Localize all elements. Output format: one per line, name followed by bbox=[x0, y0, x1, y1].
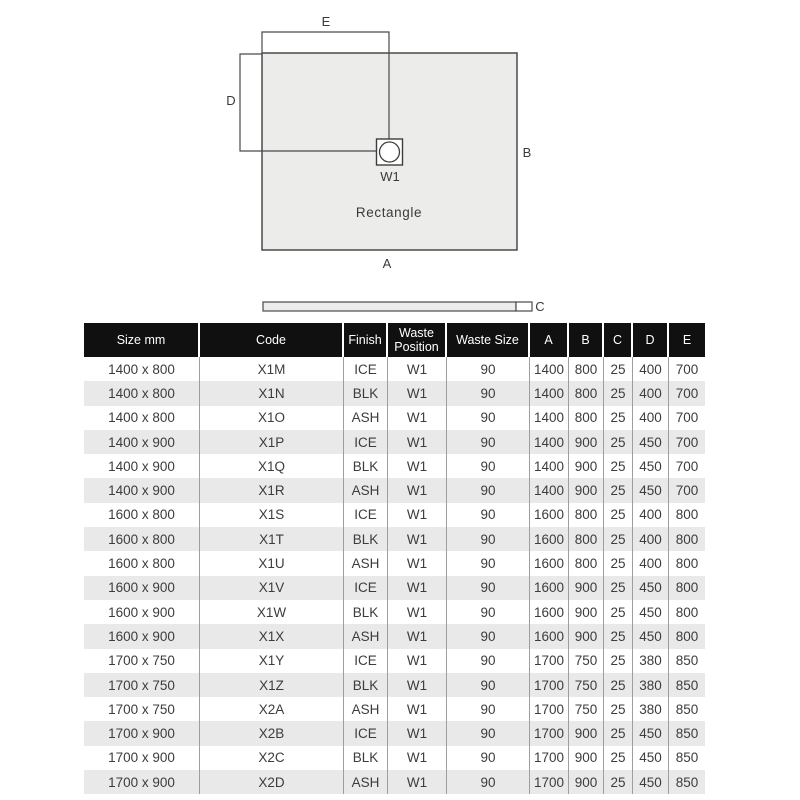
table-cell: 90 bbox=[447, 430, 530, 454]
table-cell: 1700 x 900 bbox=[84, 746, 200, 770]
table-cell: 900 bbox=[569, 454, 604, 478]
table-cell: W1 bbox=[388, 697, 447, 721]
table-cell: 400 bbox=[633, 381, 669, 405]
table-cell: 1600 x 900 bbox=[84, 576, 200, 600]
table-cell: 380 bbox=[633, 673, 669, 697]
table-cell: W1 bbox=[388, 673, 447, 697]
table-cell: 25 bbox=[604, 673, 633, 697]
table-cell: BLK bbox=[344, 454, 388, 478]
column-header: Finish bbox=[344, 323, 388, 357]
table-cell: X1W bbox=[200, 600, 344, 624]
dim-b-label: B bbox=[522, 145, 532, 160]
table-cell: W1 bbox=[388, 551, 447, 575]
table-cell: 900 bbox=[569, 600, 604, 624]
table-cell: 25 bbox=[604, 624, 633, 648]
table-cell: X2C bbox=[200, 746, 344, 770]
table-cell: 400 bbox=[633, 527, 669, 551]
table-cell: 1400 bbox=[530, 357, 569, 381]
table-cell: 90 bbox=[447, 673, 530, 697]
table-cell: 450 bbox=[633, 478, 669, 502]
table-row bbox=[84, 357, 705, 381]
table-cell: 90 bbox=[447, 454, 530, 478]
table-cell: 750 bbox=[569, 697, 604, 721]
table-cell: 1400 bbox=[530, 478, 569, 502]
table-row bbox=[84, 770, 705, 794]
table-cell: 90 bbox=[447, 746, 530, 770]
table-cell: 1600 x 900 bbox=[84, 600, 200, 624]
table-cell: 25 bbox=[604, 454, 633, 478]
table-cell: 800 bbox=[675, 556, 699, 572]
column-header: Waste Size bbox=[447, 323, 530, 357]
table-row bbox=[84, 503, 705, 527]
column-header: B bbox=[569, 323, 604, 357]
table-cell: 450 bbox=[633, 430, 669, 454]
table-cell: 90 bbox=[447, 600, 530, 624]
table-cell: 90 bbox=[447, 381, 530, 405]
table-cell: 1700 bbox=[530, 697, 569, 721]
table-row bbox=[84, 649, 705, 673]
tray-side-profile-cap bbox=[516, 302, 532, 311]
tray-side-profile bbox=[263, 302, 516, 311]
table-cell: 25 bbox=[604, 430, 633, 454]
table-cell: 800 bbox=[675, 531, 699, 547]
table-cell: 1400 x 900 bbox=[84, 430, 200, 454]
table-cell: 90 bbox=[447, 770, 530, 794]
table-cell: 800 bbox=[569, 503, 604, 527]
table-row bbox=[84, 697, 705, 721]
table-cell: 1700 x 750 bbox=[84, 673, 200, 697]
table-cell: 25 bbox=[604, 381, 633, 405]
table-cell: BLK bbox=[344, 381, 388, 405]
table-body bbox=[84, 357, 705, 794]
table-cell: 380 bbox=[633, 697, 669, 721]
table-cell: 1400 bbox=[530, 454, 569, 478]
column-header: E bbox=[669, 323, 705, 357]
table-cell: 900 bbox=[569, 478, 604, 502]
table-cell: 1400 bbox=[530, 430, 569, 454]
table-cell: 25 bbox=[604, 527, 633, 551]
table-cell: X1N bbox=[200, 381, 344, 405]
table-row bbox=[84, 721, 705, 745]
table-cell: 1400 x 900 bbox=[84, 454, 200, 478]
table-row bbox=[84, 478, 705, 502]
table-cell: 450 bbox=[633, 576, 669, 600]
table-cell: X1V bbox=[200, 576, 344, 600]
table-cell: ASH bbox=[344, 624, 388, 648]
table-cell: 900 bbox=[569, 770, 604, 794]
table-cell: 450 bbox=[633, 770, 669, 794]
table-cell: 1700 bbox=[530, 673, 569, 697]
table-cell: 1700 x 750 bbox=[84, 697, 200, 721]
table-cell: 25 bbox=[604, 576, 633, 600]
table-row bbox=[84, 381, 705, 405]
table-cell: 1600 bbox=[530, 551, 569, 575]
table-cell: X1Q bbox=[200, 454, 344, 478]
table-cell: 400 bbox=[633, 503, 669, 527]
table-cell: 90 bbox=[447, 503, 530, 527]
column-header: Code bbox=[200, 323, 344, 357]
table-cell: 1700 bbox=[530, 649, 569, 673]
table-cell: 25 bbox=[604, 600, 633, 624]
waste-position-label: W1 bbox=[380, 169, 400, 184]
table-cell: 1400 x 900 bbox=[84, 478, 200, 502]
table-cell: W1 bbox=[388, 746, 447, 770]
table-cell: 1600 bbox=[530, 503, 569, 527]
table-cell: 1600 bbox=[530, 600, 569, 624]
table-cell: BLK bbox=[344, 527, 388, 551]
table-cell: X1T bbox=[200, 527, 344, 551]
table-cell: 1600 x 800 bbox=[84, 503, 200, 527]
table-cell: BLK bbox=[344, 673, 388, 697]
table-cell: 800 bbox=[675, 628, 699, 644]
table-cell: X1P bbox=[200, 430, 344, 454]
table-cell: BLK bbox=[344, 746, 388, 770]
table-cell: ICE bbox=[344, 503, 388, 527]
table-cell: 700 bbox=[675, 361, 699, 377]
column-header: A bbox=[530, 323, 569, 357]
table-cell: 1400 bbox=[530, 406, 569, 430]
table-cell: 800 bbox=[675, 604, 699, 620]
table-cell: 800 bbox=[569, 406, 604, 430]
table-cell: ICE bbox=[344, 649, 388, 673]
table-cell: 25 bbox=[604, 721, 633, 745]
table-cell: ASH bbox=[344, 551, 388, 575]
table-cell: 90 bbox=[447, 478, 530, 502]
table-cell: ASH bbox=[344, 406, 388, 430]
table-cell: X1S bbox=[200, 503, 344, 527]
table-cell: ASH bbox=[344, 697, 388, 721]
table-cell: X1Z bbox=[200, 673, 344, 697]
table-cell: 25 bbox=[604, 649, 633, 673]
column-header: D bbox=[633, 323, 669, 357]
table-cell: 800 bbox=[569, 357, 604, 381]
table-cell: 90 bbox=[447, 697, 530, 721]
table-header-row bbox=[84, 323, 705, 357]
table-cell: W1 bbox=[388, 576, 447, 600]
table-cell: 1700 bbox=[530, 721, 569, 745]
column-header: C bbox=[604, 323, 633, 357]
table-cell: 25 bbox=[604, 770, 633, 794]
table-cell: W1 bbox=[388, 406, 447, 430]
table-cell: BLK bbox=[344, 600, 388, 624]
table-cell: W1 bbox=[388, 454, 447, 478]
table-row bbox=[84, 406, 705, 430]
table-cell: ASH bbox=[344, 770, 388, 794]
table-cell: 1700 x 900 bbox=[84, 721, 200, 745]
table-cell: 90 bbox=[447, 551, 530, 575]
table-cell: X1R bbox=[200, 478, 344, 502]
table-cell: 1400 x 800 bbox=[84, 406, 200, 430]
table-row bbox=[84, 673, 705, 697]
table-cell: 90 bbox=[447, 357, 530, 381]
table-cell: 400 bbox=[633, 357, 669, 381]
table-cell: 900 bbox=[569, 576, 604, 600]
table-cell: 850 bbox=[675, 653, 699, 669]
table-cell: 90 bbox=[447, 624, 530, 648]
table-cell: 900 bbox=[569, 746, 604, 770]
table-cell: X1M bbox=[200, 357, 344, 381]
table-cell: 1700 bbox=[530, 770, 569, 794]
table-cell: 90 bbox=[447, 406, 530, 430]
table-row bbox=[84, 430, 705, 454]
shape-name-label: Rectangle bbox=[355, 205, 423, 220]
table-cell: X2D bbox=[200, 770, 344, 794]
table-cell: 800 bbox=[675, 580, 699, 596]
table-cell: ICE bbox=[344, 357, 388, 381]
table-cell: 750 bbox=[569, 649, 604, 673]
table-cell: 1600 x 800 bbox=[84, 527, 200, 551]
dim-a-label: A bbox=[382, 256, 392, 271]
table-cell: 450 bbox=[633, 624, 669, 648]
table-cell: 850 bbox=[675, 750, 699, 766]
table-cell: 700 bbox=[675, 385, 699, 401]
table-cell: 25 bbox=[604, 503, 633, 527]
table-cell: X2A bbox=[200, 697, 344, 721]
table-cell: X2B bbox=[200, 721, 344, 745]
table-cell: 1600 bbox=[530, 576, 569, 600]
table-cell: 1600 bbox=[530, 624, 569, 648]
table-cell: W1 bbox=[388, 357, 447, 381]
table-cell: 400 bbox=[633, 406, 669, 430]
table-row bbox=[84, 576, 705, 600]
table-cell: 25 bbox=[604, 697, 633, 721]
table-cell: 1400 x 800 bbox=[84, 381, 200, 405]
size-spec-table bbox=[84, 323, 705, 794]
table-cell: 850 bbox=[675, 701, 699, 717]
table-cell: 800 bbox=[569, 381, 604, 405]
table-cell: 450 bbox=[633, 600, 669, 624]
table-cell: 900 bbox=[569, 721, 604, 745]
table-cell: 850 bbox=[675, 774, 699, 790]
table-row bbox=[84, 527, 705, 551]
table-cell: 25 bbox=[604, 551, 633, 575]
table-cell: 700 bbox=[675, 458, 699, 474]
dim-e-label: E bbox=[321, 14, 331, 29]
table-cell: 800 bbox=[675, 507, 699, 523]
dim-c-label: C bbox=[535, 299, 545, 314]
table-row bbox=[84, 624, 705, 648]
table-cell: 900 bbox=[569, 430, 604, 454]
table-row bbox=[84, 600, 705, 624]
table-cell: 25 bbox=[604, 746, 633, 770]
table-cell: 700 bbox=[675, 434, 699, 450]
table-cell: 750 bbox=[569, 673, 604, 697]
tray-technical-diagram bbox=[0, 0, 800, 320]
table-cell: ASH bbox=[344, 478, 388, 502]
table-cell: W1 bbox=[388, 430, 447, 454]
table-cell: 450 bbox=[633, 721, 669, 745]
table-cell: X1U bbox=[200, 551, 344, 575]
table-cell: X1O bbox=[200, 406, 344, 430]
table-cell: 900 bbox=[569, 624, 604, 648]
table-cell: 1600 x 800 bbox=[84, 551, 200, 575]
table-cell: 1600 x 900 bbox=[84, 624, 200, 648]
waste-circle-icon bbox=[380, 142, 400, 162]
table-cell: W1 bbox=[388, 600, 447, 624]
table-cell: W1 bbox=[388, 624, 447, 648]
table-cell: W1 bbox=[388, 649, 447, 673]
table-row bbox=[84, 551, 705, 575]
column-header: Waste Position bbox=[388, 323, 447, 357]
table-cell: W1 bbox=[388, 381, 447, 405]
column-header: Size mm bbox=[84, 323, 200, 357]
table-row bbox=[84, 746, 705, 770]
table-cell: 90 bbox=[447, 721, 530, 745]
table-cell: 450 bbox=[633, 454, 669, 478]
table-cell: 850 bbox=[675, 726, 699, 742]
table-cell: 25 bbox=[604, 357, 633, 381]
table-cell: 90 bbox=[447, 527, 530, 551]
table-cell: X1X bbox=[200, 624, 344, 648]
table-cell: 1400 bbox=[530, 381, 569, 405]
table-cell: 800 bbox=[569, 527, 604, 551]
table-cell: 1400 x 800 bbox=[84, 357, 200, 381]
table-cell: 380 bbox=[633, 649, 669, 673]
table-cell: ICE bbox=[344, 721, 388, 745]
table-cell: 700 bbox=[675, 483, 699, 499]
table-cell: 800 bbox=[569, 551, 604, 575]
table-cell: 25 bbox=[604, 406, 633, 430]
dim-d-label: D bbox=[226, 93, 236, 108]
table-cell: W1 bbox=[388, 478, 447, 502]
table-row bbox=[84, 454, 705, 478]
table-cell: 1700 bbox=[530, 746, 569, 770]
table-cell: 1700 x 900 bbox=[84, 770, 200, 794]
table-cell: 1600 bbox=[530, 527, 569, 551]
table-cell: ICE bbox=[344, 430, 388, 454]
table-cell: 700 bbox=[675, 410, 699, 426]
table-cell: W1 bbox=[388, 503, 447, 527]
table-cell: ICE bbox=[344, 576, 388, 600]
table-cell: 450 bbox=[633, 746, 669, 770]
table-cell: X1Y bbox=[200, 649, 344, 673]
table-cell: W1 bbox=[388, 527, 447, 551]
table-cell: 90 bbox=[447, 649, 530, 673]
table-cell: W1 bbox=[388, 770, 447, 794]
table-cell: 400 bbox=[633, 551, 669, 575]
table-cell: W1 bbox=[388, 721, 447, 745]
table-cell: 850 bbox=[675, 677, 699, 693]
table-cell: 90 bbox=[447, 576, 530, 600]
table-cell: 25 bbox=[604, 478, 633, 502]
table-cell: 1700 x 750 bbox=[84, 649, 200, 673]
